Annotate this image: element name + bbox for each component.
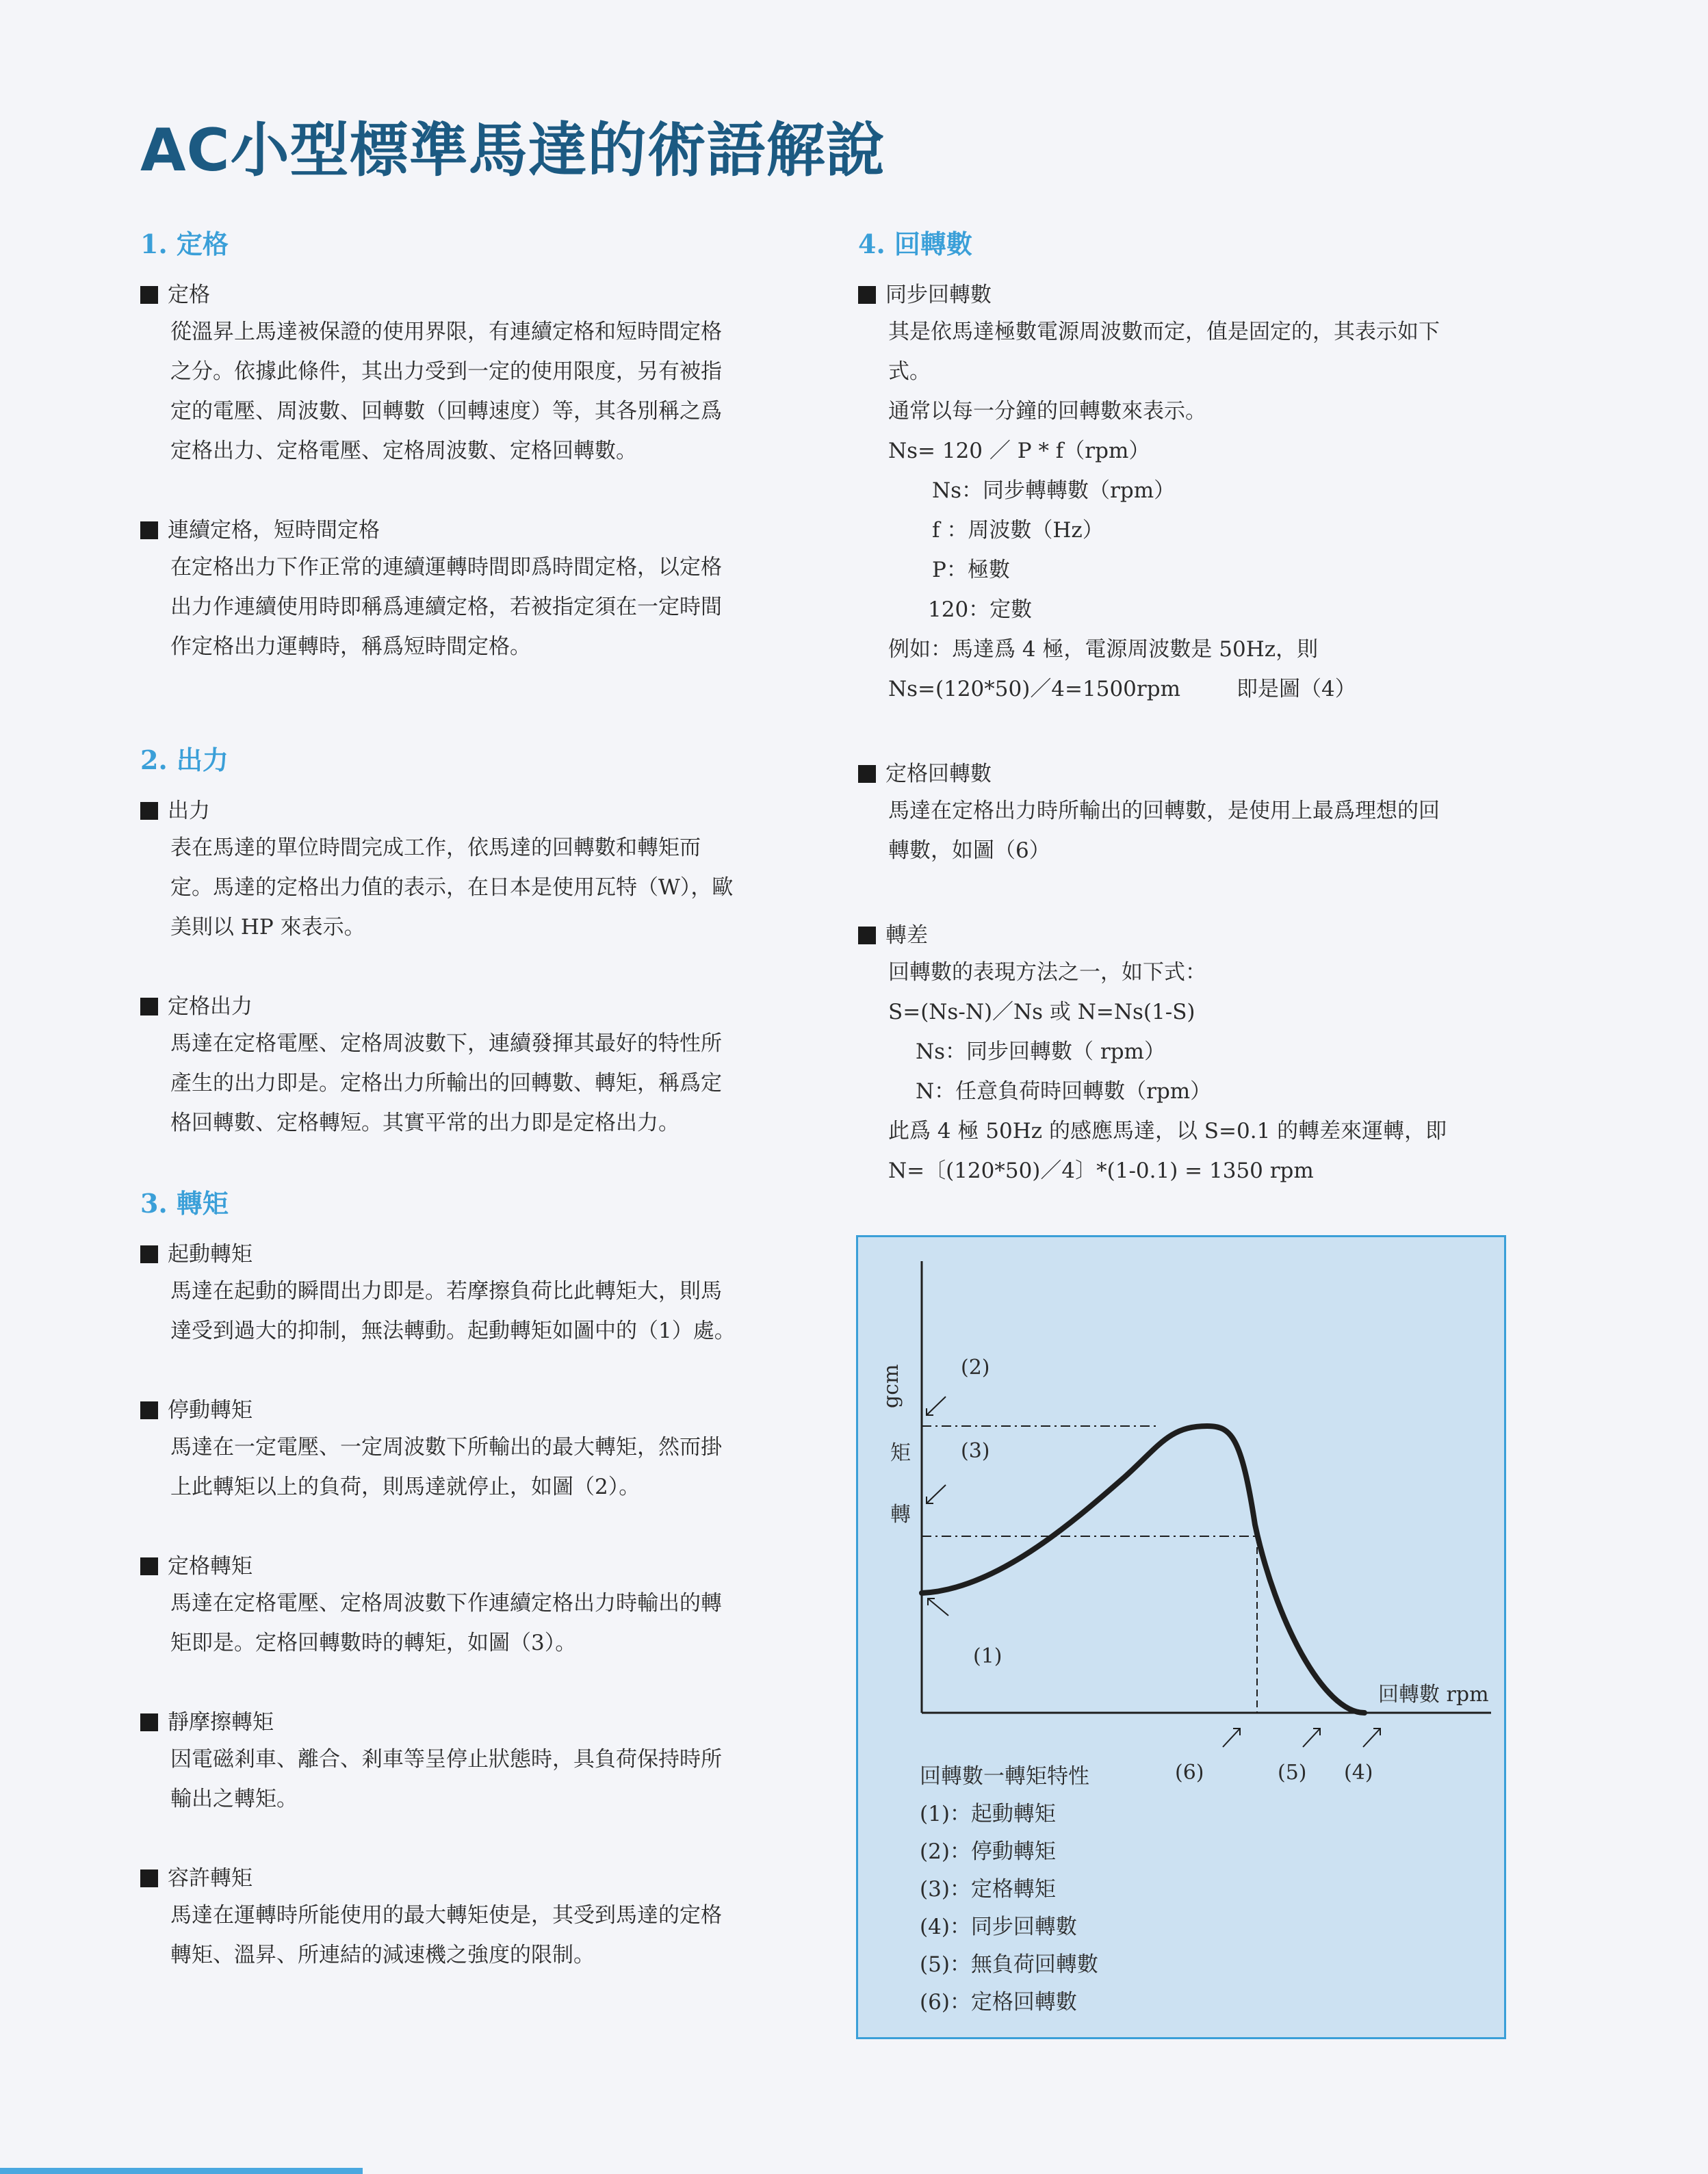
arrow-icon <box>1303 1729 1320 1747</box>
formula-definition: 120：定數 <box>928 597 1033 622</box>
term-title: 起動轉矩 <box>140 1237 777 1271</box>
body-line: 出力作連續使用時即稱爲連續定格，若被指定須在一定時間 <box>170 595 722 619</box>
term-item <box>140 278 777 471</box>
body-line: 轉數，如圖（6） <box>888 838 1050 863</box>
legend-item: (5)：無負荷回轉數 <box>920 1952 1098 1977</box>
body-line: 定格出力、定格電壓、定格周波數、定格回轉數。 <box>170 439 637 463</box>
term-body <box>170 1427 777 1507</box>
section-heading: 4. 回轉數 <box>858 229 972 259</box>
term-title: 定格轉矩 <box>140 1549 777 1583</box>
body-line: 產生的出力即是。定格出力所輸出的回轉數、轉矩，稱爲定 <box>170 1071 722 1096</box>
term-item <box>140 1237 777 1351</box>
body-line: 輸出之轉矩。 <box>170 1787 298 1811</box>
torque-speed-figure <box>856 1235 1506 2039</box>
bullet-square-icon <box>140 1401 158 1419</box>
point-label-rated-speed: (6) <box>1175 1761 1204 1785</box>
term-body <box>888 312 1494 709</box>
arrow-icon <box>1363 1729 1380 1747</box>
term-body <box>170 828 777 947</box>
body-line: 回轉數的表現方法之一，如下式： <box>888 960 1206 985</box>
term-title: 出力 <box>140 794 777 828</box>
formula-definition: P：極數 <box>932 558 1010 582</box>
formula-definition: Ns：同步回轉數（ rpm） <box>916 1039 1165 1064</box>
bullet-square-icon <box>140 998 158 1015</box>
bullet-square-icon <box>858 765 876 783</box>
bullet-square-icon <box>140 802 158 820</box>
bullet-square-icon <box>140 521 158 539</box>
arrow-icon <box>927 1485 946 1503</box>
term-item <box>140 1705 777 1819</box>
term-title: 定格 <box>140 278 777 312</box>
body-line: 馬達在一定電壓、一定周波數下所輸出的最大轉矩，然而掛 <box>170 1435 722 1460</box>
body-line: 通常以每一分鐘的回轉數來表示。 <box>888 399 1206 424</box>
term-title: 靜摩擦轉矩 <box>140 1705 777 1739</box>
body-line: 作定格出力運轉時，稱爲短時間定格。 <box>170 634 531 659</box>
example-note: 即是圖（4） <box>1236 677 1356 701</box>
term-body <box>888 791 1494 870</box>
y-axis-label-char: 矩 <box>890 1441 911 1465</box>
formula-definition: N：任意負荷時回轉數（rpm） <box>916 1079 1212 1104</box>
torque-curve <box>922 1426 1364 1713</box>
term-body <box>170 312 777 471</box>
term-item <box>140 1393 777 1507</box>
body-line: 轉矩、溫昇、所連結的減速機之強度的限制。 <box>170 1943 595 1967</box>
legend-item: (2)：停動轉矩 <box>920 1839 1056 1864</box>
bullet-square-icon <box>858 927 876 944</box>
legend-item: (1)：起動轉矩 <box>920 1802 1056 1826</box>
legend-item: (6)：定格回轉數 <box>920 1990 1077 2015</box>
figure-legend <box>920 1757 1098 2021</box>
term-item <box>140 513 777 667</box>
body-line: 在定格出力下作正常的連續運轉時間即爲時間定格，以定格 <box>170 555 722 580</box>
term-item <box>140 1549 777 1663</box>
term-title: 定格出力 <box>140 989 777 1024</box>
arrow-icon <box>927 1397 946 1415</box>
body-line: 定的電壓、周波數、回轉數（回轉速度）等，其各別稱之爲 <box>170 399 722 424</box>
left-column <box>140 226 777 2017</box>
bullet-square-icon <box>140 1557 158 1575</box>
bottom-accent-strip <box>0 2168 363 2174</box>
body-line: 美則以 HP 來表示。 <box>170 915 365 940</box>
body-line: 矩即是。定格回轉數時的轉矩，如圖（3）。 <box>170 1631 577 1655</box>
point-label-rated-torque: (3) <box>961 1439 990 1463</box>
term-body <box>170 1895 777 1975</box>
body-line: 馬達在運轉時所能使用的最大轉矩使是，其受到馬達的定格 <box>170 1903 722 1928</box>
formula: Ns= 120 ／ P * f（rpm） <box>888 439 1150 463</box>
page-title: AC小型標準馬達的術語解說 <box>140 116 885 185</box>
arrow-icon <box>1223 1729 1240 1747</box>
y-axis-unit: gcm <box>879 1364 903 1408</box>
right-column <box>858 226 1494 1233</box>
term-title: 轉差 <box>858 918 1494 953</box>
body-line: 定。馬達的定格出力值的表示，在日本是使用瓦特（W），歐 <box>170 875 734 900</box>
term-item-sync-speed <box>858 278 1494 709</box>
y-axis-label-char: 轉 <box>890 1503 911 1527</box>
bullet-square-icon <box>140 1245 158 1263</box>
section-output <box>140 742 777 1143</box>
example-line: Ns=(120*50)／4=1500rpm 即是圖（4） <box>888 677 1356 701</box>
formula-definition: Ns：同步轉轉數（rpm） <box>932 478 1176 503</box>
figure-caption: 回轉數一轉矩特性 <box>920 1764 1089 1789</box>
section-rating <box>140 226 777 667</box>
term-body <box>888 953 1494 1191</box>
term-title: 定格回轉數 <box>858 757 1494 791</box>
example-line: 例如：馬達爲 4 極，電源周波數是 50Hz，則 <box>888 637 1319 662</box>
point-label-sync-speed: (4) <box>1344 1761 1373 1785</box>
legend-item: (4)：同步回轉數 <box>920 1915 1077 1939</box>
point-label-breakdown: (2) <box>961 1356 990 1380</box>
example-line: 此爲 4 極 50Hz 的感應馬達，以 S=0.1 的轉差來運轉，即 <box>888 1119 1447 1143</box>
body-line: 馬達在定格電壓、定格周波數下，連續發揮其最好的特性所 <box>170 1031 722 1056</box>
body-line: 馬達在定格電壓、定格周波數下作連續定格出力時輸出的轉 <box>170 1591 722 1616</box>
arrow-icon <box>928 1599 948 1616</box>
bullet-square-icon <box>140 1869 158 1887</box>
body-line: 馬達在起動的瞬間出力即是。若摩擦負荷比此轉矩大，則馬 <box>170 1279 722 1304</box>
body-line: 上此轉矩以上的負荷，則馬達就停止，如圖（2）。 <box>170 1475 640 1499</box>
legend-item: (3)：定格轉矩 <box>920 1877 1056 1902</box>
point-label-noload-speed: (5) <box>1278 1761 1307 1785</box>
term-item-rated-speed <box>858 757 1494 870</box>
bullet-square-icon <box>140 286 158 304</box>
section-heading: 1. 定格 <box>140 229 229 259</box>
body-line: 其是依馬達極數電源周波數而定，值是固定的，其表示如下 <box>888 320 1440 344</box>
term-title: 同步回轉數 <box>858 278 1494 312</box>
point-label-starting: (1) <box>973 1644 1002 1668</box>
body-line: 之分。依據此條件，其出力受到一定的使用限度，另有被指 <box>170 359 722 384</box>
term-body <box>170 1024 777 1143</box>
term-title: 連續定格，短時間定格 <box>140 513 777 547</box>
term-item <box>140 989 777 1143</box>
formula-definition: f ：周波數（Hz） <box>932 518 1104 543</box>
body-line: 格回轉數、定格轉短。其實平常的出力即是定格出力。 <box>170 1111 680 1135</box>
term-title: 停動轉矩 <box>140 1393 777 1427</box>
bullet-square-icon <box>140 1713 158 1731</box>
formula: S=(Ns-N)／Ns 或 N=Ns(1-S) <box>888 1000 1195 1024</box>
term-item <box>140 794 777 947</box>
term-body <box>170 547 777 667</box>
term-body <box>170 1271 777 1351</box>
bullet-square-icon <box>858 286 876 304</box>
term-title: 容許轉矩 <box>140 1861 777 1895</box>
body-line: 因電磁剎車、離合、剎車等呈停止狀態時，具負荷保持時所 <box>170 1747 722 1772</box>
body-line: 從溫昇上馬達被保證的使用界限，有連續定格和短時間定格 <box>170 320 722 344</box>
body-line: 式。 <box>888 359 931 384</box>
body-line: 馬達在定格出力時所輸出的回轉數，是使用上最爲理想的回 <box>888 799 1440 823</box>
term-body <box>170 1583 777 1663</box>
body-line: 表在馬達的單位時間完成工作，依馬達的回轉數和轉矩而 <box>170 836 701 860</box>
x-axis-label: 回轉數 rpm <box>1378 1683 1489 1707</box>
term-item <box>140 1861 777 1975</box>
section-heading: 2. 出力 <box>140 745 229 775</box>
example-line: N=〔(120*50)／4〕*(1-0.1) = 1350 rpm <box>888 1159 1314 1183</box>
term-body <box>170 1739 777 1819</box>
body-line: 達受到過大的抑制，無法轉動。起動轉矩如圖中的（1）處。 <box>170 1319 736 1343</box>
term-item-slip <box>858 918 1494 1191</box>
section-heading: 3. 轉矩 <box>140 1188 229 1219</box>
section-torque <box>140 1185 777 1975</box>
